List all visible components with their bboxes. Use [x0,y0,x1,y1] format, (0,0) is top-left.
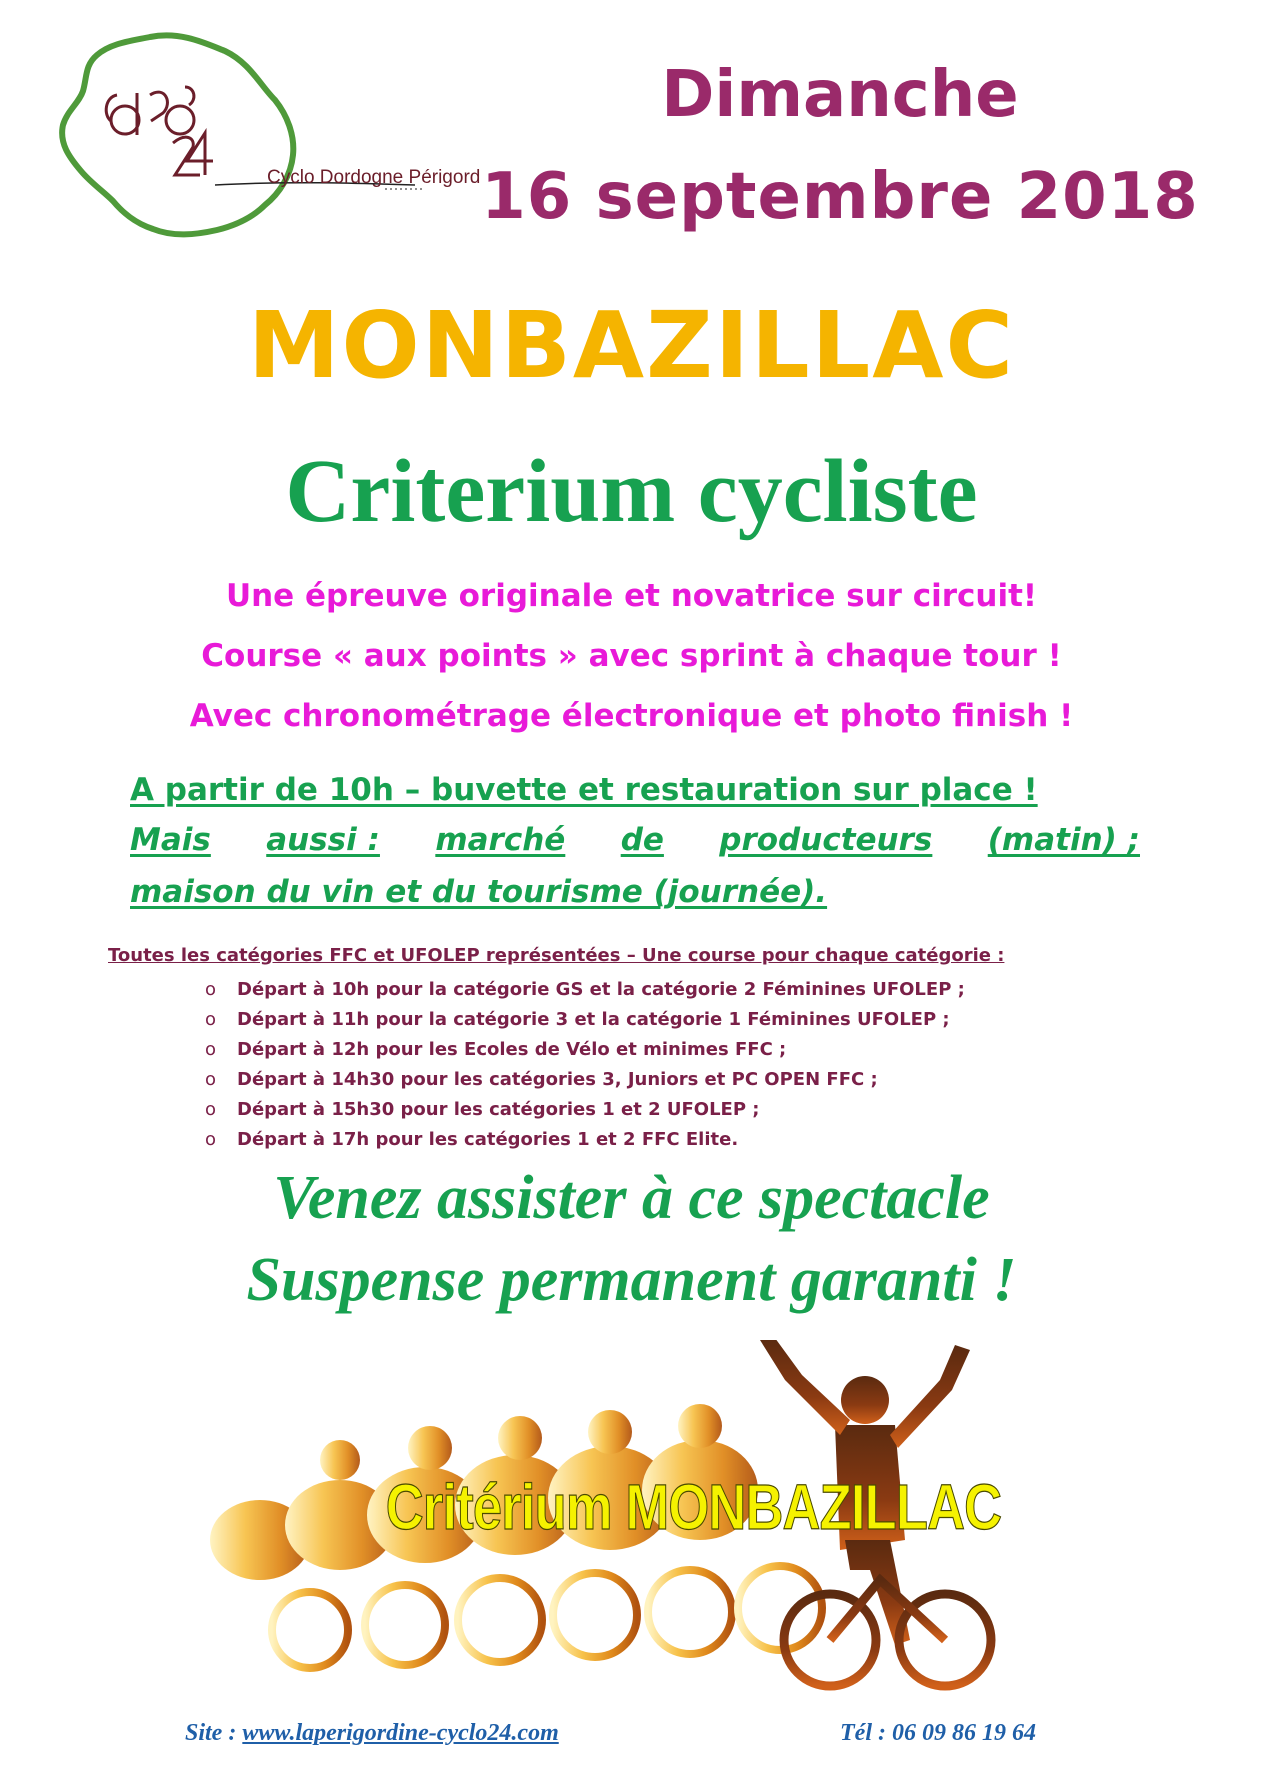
site-label: Site : [185,1720,243,1746]
call-to-action-2: Suspense permanent garanti ! [246,1246,1017,1314]
extras-line-2 [130,822,1140,858]
bullet-icon: o [205,1009,217,1030]
extras-word: producteurs [719,822,933,858]
extras-word: marché [435,822,566,858]
categories-header: Toutes les catégories FFC et UFOLEP représentées – Une course pour chaque catégorie : [108,945,1005,966]
bullet-icon: o [205,979,217,1000]
bike-mark-icon [106,87,213,175]
list-item: o Départ à 14h30 pour les catégories 3, Juniors et PC OPEN FFC ; [205,1065,1105,1095]
list-item: o Départ à 11h pour la catégorie 3 et la catégorie 1 Féminines UFOLEP ; [205,1005,1105,1035]
bullet-icon: o [205,1039,217,1060]
club-logo [55,25,481,245]
event-day: Dimanche [661,58,1019,132]
list-item: o Départ à 10h pour la catégorie GS et la catégorie 2 Féminines UFOLEP ; [205,975,1105,1005]
illustration-banner: Critérium MONBAZILLAC [385,1471,1002,1543]
highlight-line: Une épreuve originale et novatrice sur circuit! [225,578,1038,614]
extras-word: Mais [130,822,211,858]
extras-word: (matin) ; [987,822,1140,858]
club-name: Cyclo Dordogne Périgord [267,167,481,188]
site-link[interactable]: www.laperigordine-cyclo24.com [242,1720,559,1746]
list-item: o Départ à 12h pour les Ecoles de Vélo et minimes FFC ; [205,1035,1105,1065]
schedule-list [205,975,1105,1155]
call-to-action-1: Venez assister à ce spectacle [273,1164,990,1232]
bullet-icon: o [205,1099,217,1120]
highlight-line: Course « aux points » avec sprint à chaque tour ! [201,638,1062,674]
extras-word: aussi : [266,822,380,858]
list-item: o Départ à 15h30 pour les catégories 1 et 2 UFOLEP ; [205,1095,1105,1125]
extras-word: de [620,822,664,858]
footer-site [185,1720,559,1747]
extras-line-3: maison du vin et du tourisme (journée). [130,874,828,910]
extras-line-1: A partir de 10h – buvette et restauration sur place ! [130,772,1038,808]
event-date: 16 septembre 2018 [481,160,1199,234]
highlight-line: Avec chronométrage électronique et photo finish ! [189,698,1074,734]
list-item: o Départ à 17h pour les catégories 1 et 2 FFC Elite. [205,1125,1105,1155]
bullet-icon: o [205,1069,217,1090]
town-title: MONBAZILLAC [248,292,1015,399]
bullet-icon: o [205,1129,217,1150]
dordogne-map-icon [55,25,475,245]
event-title: Criterium cycliste [285,442,978,541]
footer-phone: Tél : 06 09 86 19 64 [840,1720,1036,1746]
